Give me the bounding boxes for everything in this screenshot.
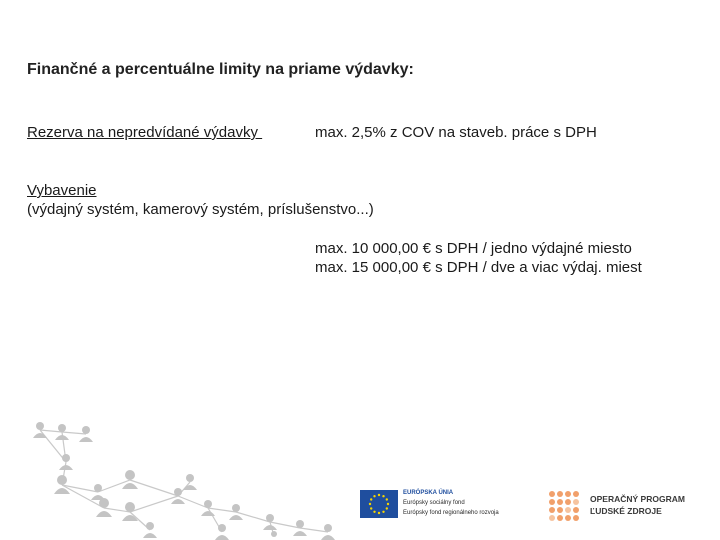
op-ludske-zdroje-logo (548, 490, 718, 524)
equipment-value-single: max. 10 000,00 € s DPH / jedno výdajné miesto (315, 240, 632, 257)
equipment-values (315, 239, 642, 277)
op-logo-line1: OPERAČNÝ PROGRAM (590, 494, 685, 504)
eu-logo-line1: Európsky sociálny fond (403, 500, 465, 506)
people-network-graphic (0, 400, 360, 540)
eu-logo (360, 488, 500, 522)
equipment-label: Vybavenie (27, 182, 97, 199)
reserve-label: Rezerva na nepredvídané výdavky (27, 124, 263, 141)
op-dots-icon (548, 490, 580, 522)
eu-logo-line2: Európsky fond regionálneho rozvoja (403, 510, 499, 516)
reserve-value: max. 2,5% z COV na staveb. práce s DPH (315, 124, 597, 141)
eu-logo-text (403, 488, 499, 518)
equipment-value-multiple: max. 15 000,00 € s DPH / dve a viac výdaj. miest (315, 259, 642, 276)
slide-title: Finančné a percentuálne limity na priame výdavky: (27, 61, 414, 78)
eu-logo-heading: EURÓPSKA ÚNIA (403, 490, 454, 496)
eu-flag-icon (360, 490, 398, 518)
op-logo-text (590, 493, 685, 517)
equipment-detail: (výdajný systém, kamerový systém, príslušenstvo...) (27, 201, 374, 218)
op-logo-line2: ĽUDSKÉ ZDROJE (590, 506, 662, 516)
